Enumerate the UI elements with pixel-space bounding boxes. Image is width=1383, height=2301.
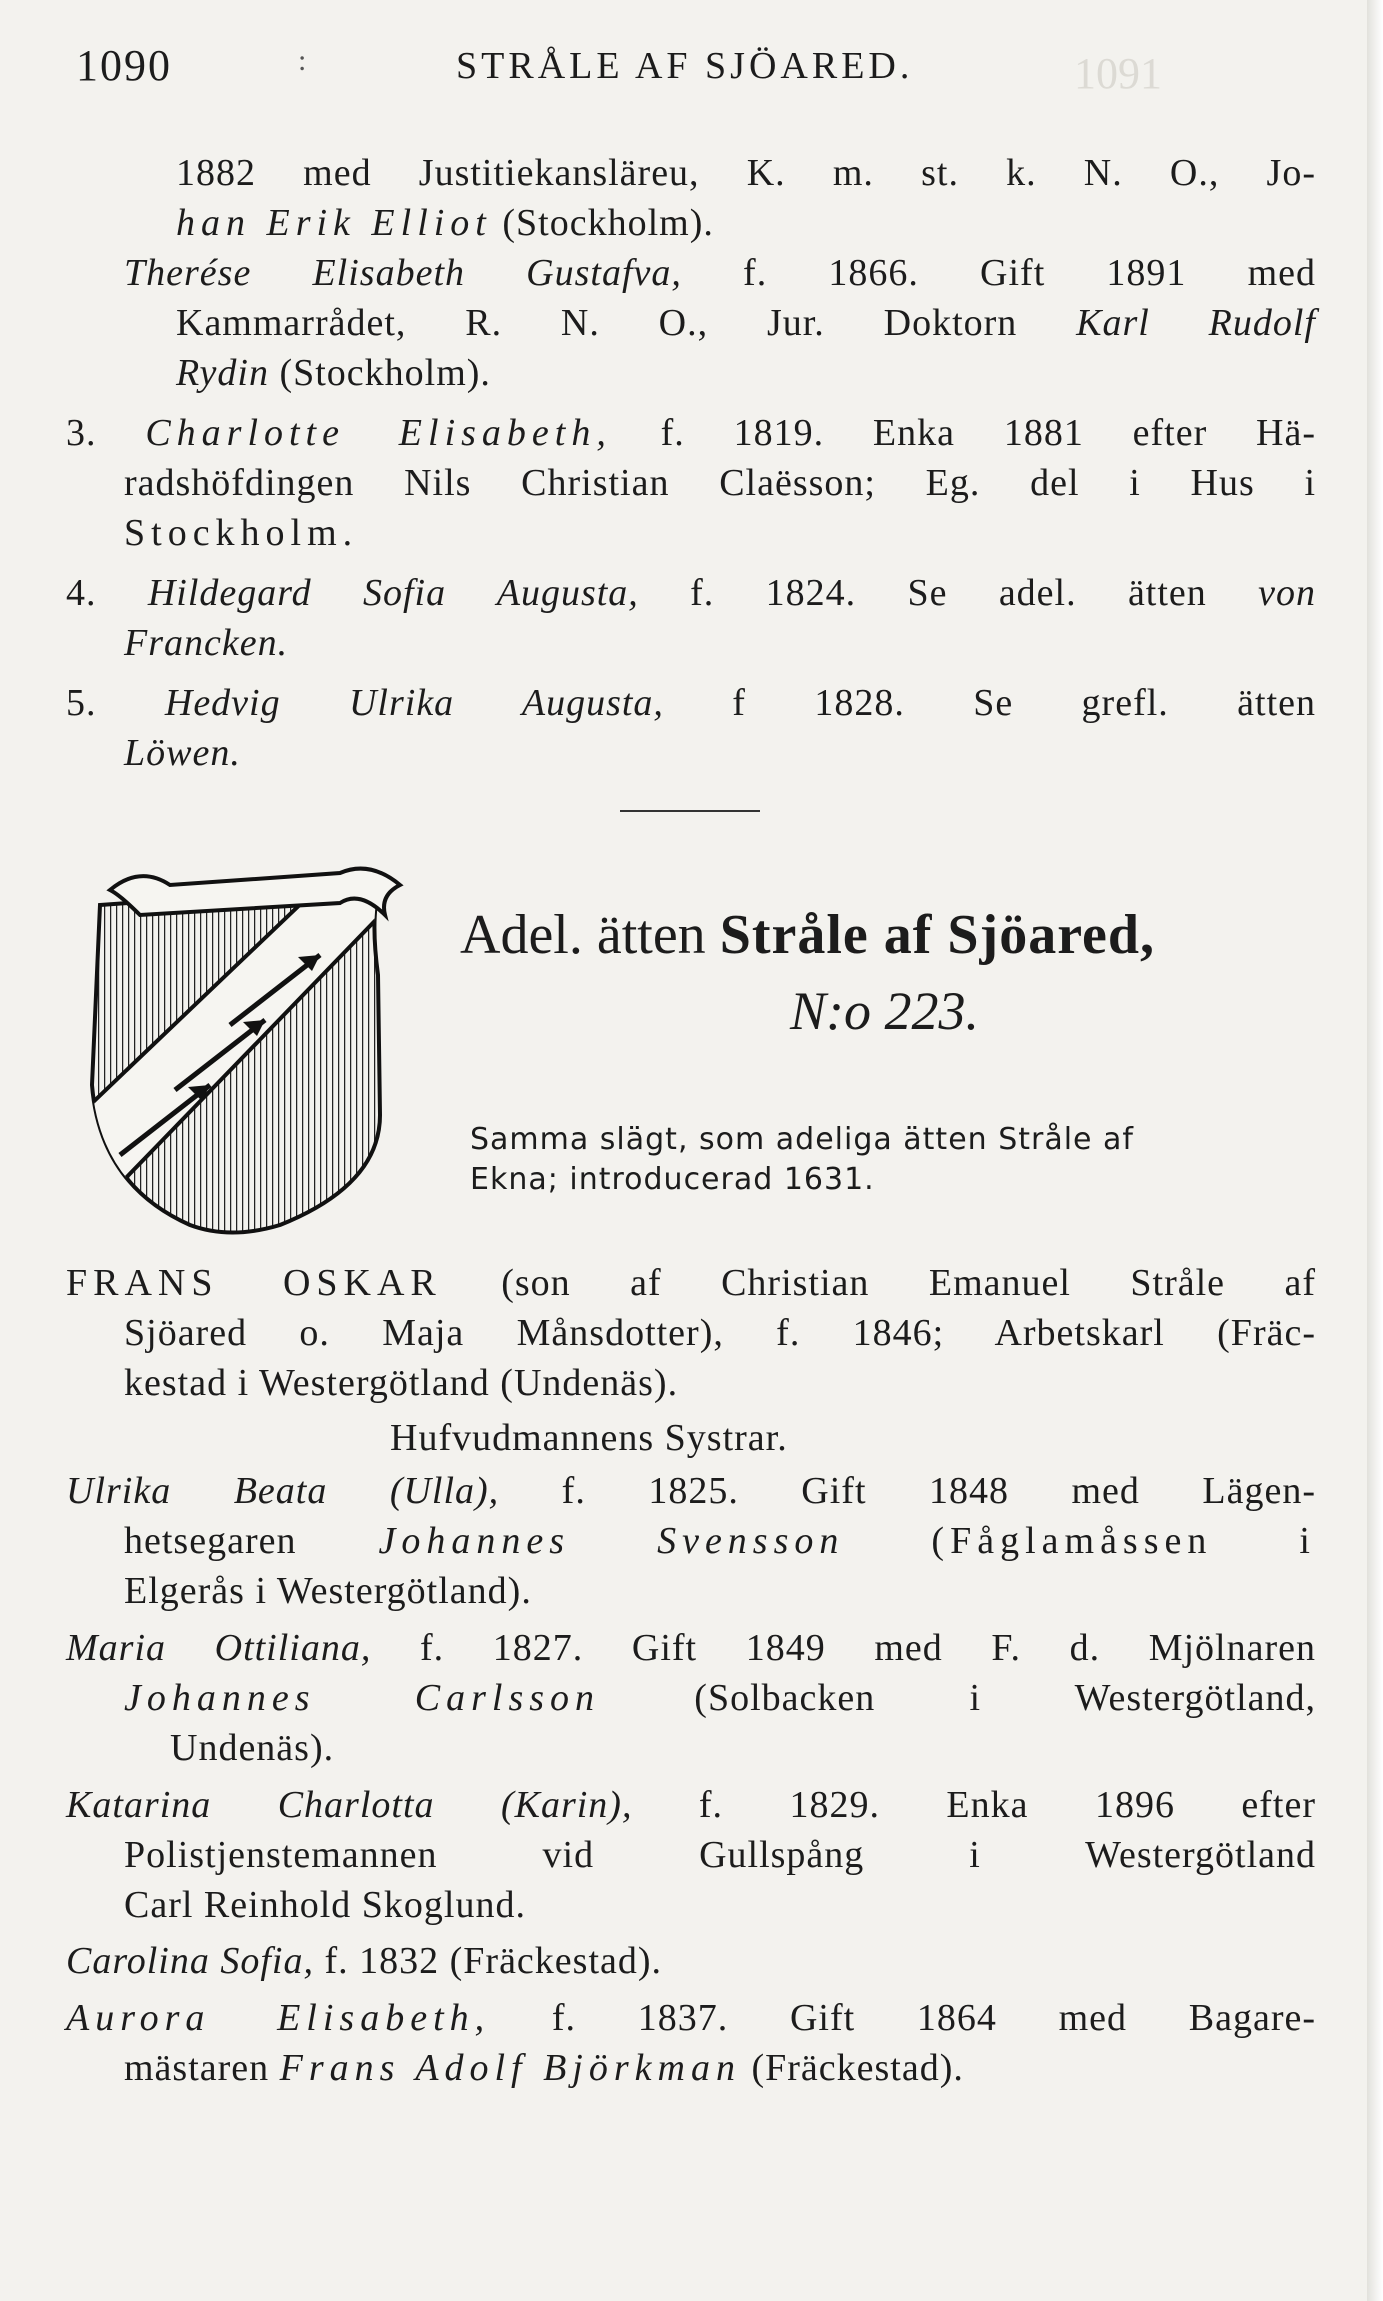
running-head: STRÅLE AF SJÖARED. [456, 45, 914, 87]
text-line: mästaren Frans Adolf Björkman (Fräckestad). [124, 2047, 964, 2089]
text-line: Löwen. [124, 732, 241, 774]
text-line: Polistjenstemannen vid Gullspång i Westergötland [124, 1834, 1316, 1876]
text-line: Carolina Sofia, f. 1832 (Fräckestad). [66, 1940, 663, 1982]
text-line: Aurora Elisabeth, f. 1837. Gift 1864 med Bagare- [66, 1997, 1316, 2039]
text-line: Ulrika Beata (Ulla), f. 1825. Gift 1848 med Lägen- [66, 1470, 1316, 1512]
text-line: 1882 med Justitiekansläreu, K. m. st. k. N. O., Jo- [176, 152, 1316, 194]
text-line: Carl Reinhold Skoglund. [124, 1884, 526, 1926]
text-line: Sjöared o. Maja Månsdotter), f. 1846; Arbetskarl (Fräc- [124, 1312, 1316, 1354]
text-line: Katarina Charlotta (Karin), f. 1829. Enka 1896 efter [66, 1784, 1316, 1826]
family-title [460, 900, 1320, 970]
family-number: N:o 223. [790, 981, 979, 1041]
text-line: Maria Ottiliana, f. 1827. Gift 1849 med F. d. Mjölnaren [66, 1627, 1317, 1669]
text-line: hetsegaren Johannes Svensson (Fåglamåssen i [124, 1520, 1316, 1562]
coat-of-arms-image [80, 855, 420, 1245]
text-line: Rydin (Stockholm). [176, 352, 491, 394]
list-item: 5. Hedvig Ulrika Augusta, f 1828. Se grefl. ätten [66, 682, 1317, 724]
list-item: 3. Charlotte Elisabeth, f. 1819. Enka 1881 efter Hä- [66, 412, 1317, 454]
page-number: 1090 [76, 41, 172, 90]
section-heading: Hufvudmannens Systrar. [390, 1417, 788, 1459]
intro-note-line: Samma slägt, som adeliga ätten Stråle af [470, 1122, 1134, 1157]
text-line: Kammarrådet, R. N. O., Jur. Doktorn Karl Rudolf [176, 302, 1316, 344]
header-mark: : [298, 44, 307, 77]
text-line: Therése Elisabeth Gustafva, f. 1866. Gift 1891 med [124, 252, 1316, 294]
title-line: Adel. ätten Stråle af Sjöared, [460, 904, 1156, 966]
text-line: Francken. [124, 622, 289, 664]
intro-note-line: Ekna; introducerad 1631. [470, 1162, 875, 1197]
page-edge [1367, 0, 1383, 2301]
page-header [0, 40, 1383, 98]
text-line: Undenäs). [170, 1727, 335, 1769]
text-line: kestad i Westergötland (Undenäs). [124, 1362, 679, 1404]
section-divider [620, 810, 760, 812]
text-line: Elgerås i Westergötland). [124, 1570, 532, 1612]
bleed-through-page-number: 1091 [1074, 49, 1162, 98]
list-item: 4. Hildegard Sofia Augusta, f. 1824. Se adel. ätten von [66, 572, 1317, 614]
text-line: radshöfdingen Nils Christian Claësson; Eg. del i Hus i [124, 462, 1316, 504]
text-line: Johannes Carlsson (Solbacken i Westergötland, [124, 1677, 1316, 1719]
text-line: Stockholm. [124, 512, 359, 554]
text-line: FRANS OSKAR (son af Christian Emanuel Stråle af [66, 1262, 1316, 1304]
text-line: han Erik Elliot (Stockholm). [176, 202, 714, 244]
